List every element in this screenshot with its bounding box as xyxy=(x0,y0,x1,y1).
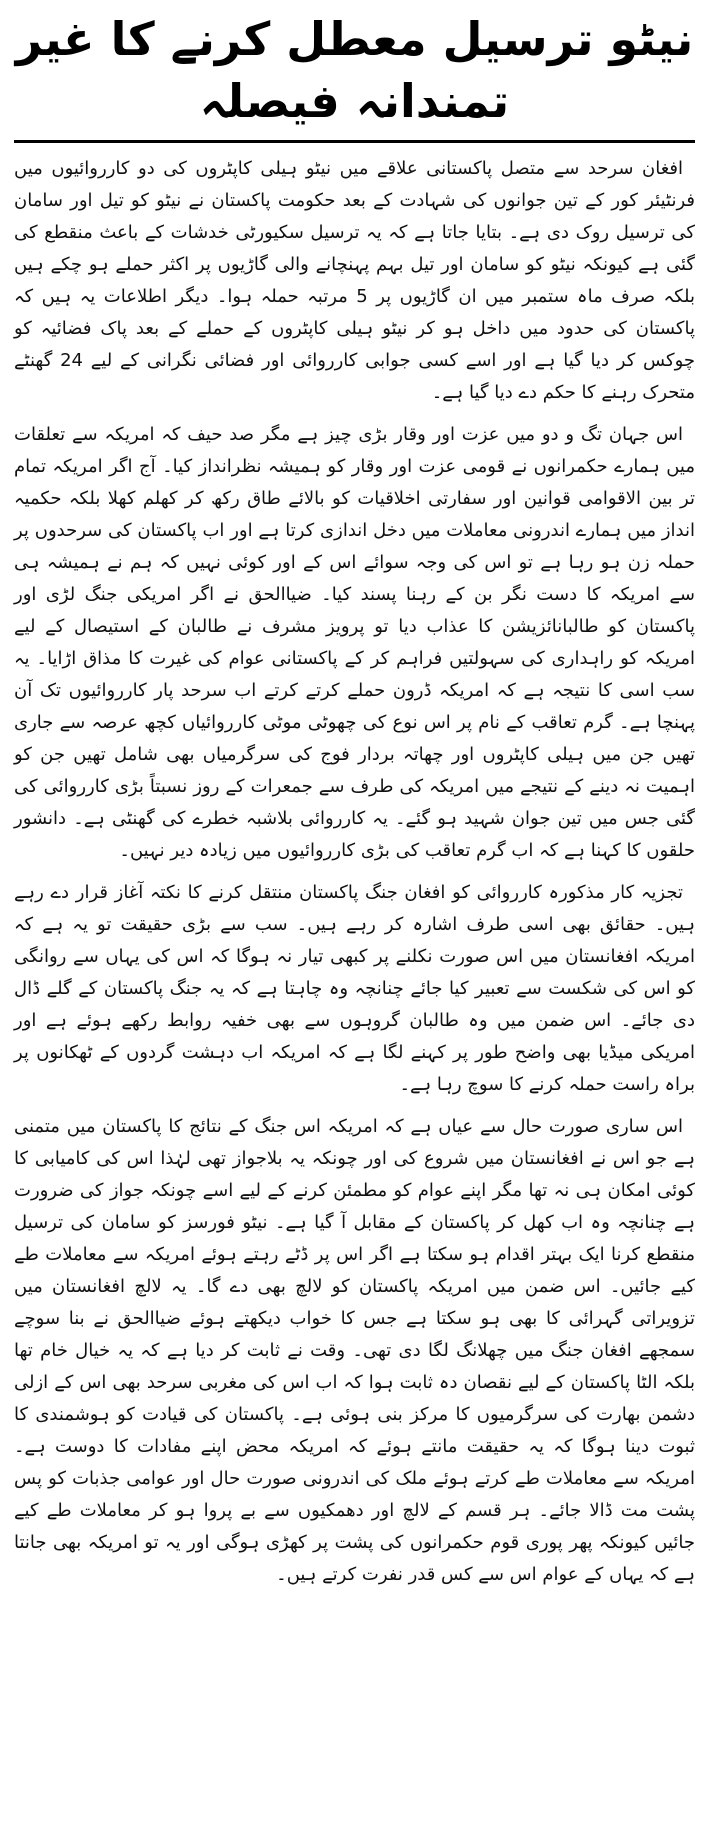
paragraph: تجزیہ کار مذکورہ کارروائی کو افغان جنگ پاکستان منتقل کرنے کا نکتہ آغاز قرار دے رہے ہیں۔ حقائق بھی اسی طرف اشارہ کر رہے ہیں۔ سب سے بڑی حقیقت تو یہ ہے کہ امریکہ افغانستان میں اس صورت نکلنے پر کبھی تیار نہ ہوگا کہ اس کی یہاں سے روانگی کو اس کی شکست سے تعبیر کیا جائے چنانچہ وہ چاہتا ہے کہ یہ جنگ پاکستان کے گلے ڈال دی جائے۔ اس ضمن میں وہ طالبان گروہوں سے بھی خفیہ روابط رکھے ہوئے ہے اور امریکی میڈیا بھی واضح طور پر کہنے لگا ہے کہ امریکہ اب دہشت گردوں کے ٹھکانوں پر براہ راست حملہ کرنے کا سوچ رہا ہے۔ xyxy=(14,882,695,1095)
article-body xyxy=(14,153,695,1591)
headline: نیٹو ترسیل معطل کرنے کا غیر تمندانہ فیصلہ xyxy=(15,12,694,128)
paragraph: افغان سرحد سے متصل پاکستانی علاقے میں نیٹو ہیلی کاپٹروں کی دو کارروائیوں میں فرنٹیئر کور کے تین جوانوں کی شہادت کے بعد حکومت پاکستان نے نیٹو کو تیل اور سامان کی ترسیل روک دی ہے۔ بتایا جاتا ہے کہ یہ ترسیل سکیورٹی خدشات کے باعث منقطع کی گئی ہے کیونکہ نیٹو کو سامان اور تیل بہم پہنچانے والی گاڑیوں پر اکثر حملے ہو چکے ہیں بلکہ صرف ماہ ستمبر میں ان گاڑیوں پر 5 مرتبہ حملہ ہوا۔ دیگر اطلاعات یہ ہیں کہ پاکستان کی حدود میں داخل ہو کر نیٹو ہیلی کاپٹروں کے حملے کے بعد پاک فضائیہ کو چوکس کر دیا گیا ہے اور اسے کسی جوابی کارروائی اور فضائی نگرانی کے لیے 24 گھنٹے متحرک رہنے کا حکم دے دیا گیا ہے۔ xyxy=(14,158,695,403)
paragraph: اس جہان تگ و دو میں عزت اور وقار بڑی چیز ہے مگر صد حیف کہ امریکہ سے تعلقات میں ہمارے حکمرانوں نے قومی عزت اور وقار کو ہمیشہ نظرانداز کیا۔ آج اگر امریکہ تمام تر بین الاقوامی قوانین اور سفارتی اخلاقیات کو بالائے طاق رکھ کر کھلم کھلا بلکہ حکمیہ انداز میں ہمارے اندرونی معاملات میں دخل اندازی کرتا ہے اور اب پاکستان کی سرحدوں پر حملہ زن ہو رہا ہے تو اس کی وجہ سوائے اس کے اور کوئی نہیں کہ ہم نے ہمیشہ ہی سے امریکہ کا دست نگر بن کے رہنا پسند کیا۔ ضیاالحق نے اگر امریکی جنگ لڑی اور پاکستان کو طالبانائزیشن کا عذاب دیا تو پرویز مشرف نے طالبان کے استیصال کے لیے امریکہ کو راہداری کی سہولتیں فراہم کر کے پاکستانی عوام کی غیرت کا مذاق اڑایا۔ یہ سب اسی کا نتیجہ ہے کہ امریکہ ڈرون حملے کرتے کرتے اب سرحد پار کارروائیوں تک آن پہنچا ہے۔ گرم تعاقب کے نام پر اس نوع کی چھوٹی موٹی کارروائیاں کچھ عرصہ سے جاری تھیں جن میں ہیلی کاپٹروں اور چھاتہ بردار فوج کی سرگرمیاں بھی شامل تھیں جن کو اہمیت نہ دینے کے نتیجے میں امریکہ کی طرف سے جمعرات کے روز نسبتاً بڑی کارروائی کی گئی جس میں تین جوان شہید ہو گئے۔ یہ کارروائی بلاشبہ خطرے کی گھنٹی ہے۔ دانشور حلقوں کا کہنا ہے کہ اب گرم تعاقب کی بڑی کارروائیوں میں زیادہ دیر نہیں۔ xyxy=(14,424,695,861)
headline-divider xyxy=(14,140,695,143)
paragraph: اس ساری صورت حال سے عیاں ہے کہ امریکہ اس جنگ کے نتائج کا پاکستان میں متمنی ہے جو اس نے افغانستان میں شروع کی اور چونکہ یہ بلاجواز تھی لہٰذا اس کی کامیابی کا کوئی امکان ہی نہ تھا مگر اپنے عوام کو مطمئن کرنے کے لیے اسے چونکہ جواز کی ضرورت ہے چنانچہ وہ اب کھل کر پاکستان کے مقابل آ گیا ہے۔ نیٹو فورسز کو سامان کی ترسیل منقطع کرنا ایک بہتر اقدام ہو سکتا ہے اگر اس پر ڈٹے رہتے ہوئے امریکہ سے معاملات طے کیے جائیں۔ اس ضمن میں امریکہ پاکستان کو لالچ بھی دے گا۔ یہ لالچ افغانستان میں تزویراتی گہرائی کا بھی ہو سکتا ہے جس کا خواب دیکھتے ہوئے ضیاالحق نے بنا سوچے سمجھے افغان جنگ میں چھلانگ لگا دی تھی۔ وقت نے ثابت کر دیا ہے کہ یہ خیال خام تھا بلکہ الٹا پاکستان کے لیے نقصان دہ ثابت ہوا کہ اب اس کی مغربی سرحد بھی اس کے ازلی دشمن بھارت کی سرگرمیوں کا مرکز بنی ہوئی ہے۔ پاکستان کی قیادت کو ہوشمندی کا ثبوت دینا ہوگا کہ یہ حقیقت مانتے ہوئے کہ امریکہ محض اپنے مفادات کا دوست ہے۔ امریکہ سے معاملات طے کرتے ہوئے ملک کی اندرونی صورت حال اور عوامی جذبات کو پس پشت مت ڈالا جائے۔ ہر قسم کے لالچ اور دھمکیوں سے بے پروا ہو کر معاملات طے کیے جائیں کیونکہ پھر پوری قوم حکمرانوں کی پشت پر کھڑی ہوگی اور یہ تو امریکہ بھی جانتا ہے کہ یہاں کے عوام اس سے کس قدر نفرت کرتے ہیں۔ xyxy=(14,1116,695,1585)
